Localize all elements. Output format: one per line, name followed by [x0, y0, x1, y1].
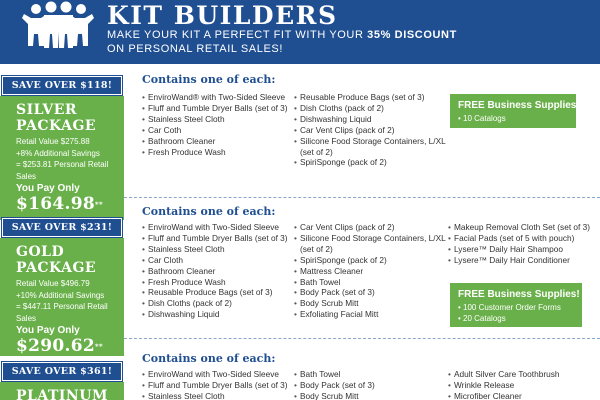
list-item: • Dish Cloths (pack of 2)	[294, 103, 446, 114]
header-subtitle	[107, 28, 587, 56]
list-item: • Car Vent Clips (pack of 2)	[294, 222, 446, 233]
item-list-col1	[142, 369, 294, 400]
bonus-title: FREE Business Supplies!	[458, 100, 580, 111]
list-item: • SpiriSponge (pack of 2)	[294, 157, 446, 168]
subtitle-text: MAKE YOUR KIT A PERFECT FIT WITH YOUR	[107, 29, 368, 41]
item-list-col2	[294, 222, 446, 320]
list-item: • Body Scrub Mitt	[294, 298, 446, 309]
list-item: • Body Pack (set of 3)	[294, 287, 446, 298]
bonus-title: FREE Business Supplies!	[458, 289, 580, 300]
save-badge-silver: SAVE OVER $118!	[2, 76, 122, 95]
list-item: • Mattress Cleaner	[294, 266, 446, 277]
list-item: • Adult Silver Care Toothbrush	[448, 369, 600, 380]
list-item: • Car Coth	[142, 125, 292, 136]
list-item: • Silicone Food Storage Containers, L/XL	[294, 233, 446, 244]
list-item: • EnviroWand with Two-Sided Sleeve	[142, 369, 294, 380]
list-item: • Lysere™ Daily Hair Shampoo	[448, 244, 600, 255]
list-item: • Bath Towel	[294, 369, 446, 380]
bonus-item: • 100 Customer Order Forms	[458, 302, 574, 313]
platinum-package-card	[0, 382, 124, 400]
list-item: • Reusable Produce Bags (set of 3)	[294, 92, 446, 103]
list-item: • Body Scrub Mitt	[294, 391, 446, 400]
list-item: • Stainless Steel Cloth	[142, 114, 292, 125]
list-item: • Fresh Produce Wash	[142, 147, 292, 158]
list-item: • Wrinkle Release	[448, 380, 600, 391]
package-price: $164.98**	[16, 194, 103, 214]
people-group-icon	[22, 0, 94, 52]
list-item: (set of 2)	[300, 243, 333, 254]
section-divider	[124, 338, 600, 339]
section-divider	[124, 197, 600, 198]
you-pay-label: You Pay Only	[16, 325, 80, 336]
package-name: PLATINUM	[16, 388, 108, 400]
list-item: • Fluff and Tumble Dryer Balls (set of 3)	[142, 380, 294, 391]
list-item: • EnviroWand with Two-Sided Sleeve	[142, 222, 294, 233]
package-pricing-details: Retail Value $496.79 +10% Additional Savings = $447.11 Personal Retail Sales	[16, 279, 108, 323]
item-list-col1	[142, 92, 292, 157]
item-list-col2	[294, 369, 446, 400]
list-item: • Facial Pads (set of 5 with pouch)	[448, 233, 600, 244]
free-supplies-badge	[450, 283, 582, 327]
silver-package-card	[0, 96, 124, 220]
gold-contents-section	[124, 205, 600, 335]
list-item: • Makeup Removal Cloth Set (set of 3)	[448, 222, 600, 233]
list-item: • Stainless Steel Cloth	[142, 391, 294, 400]
list-item: • Fluff and Tumble Dryer Balls (set of 3)	[142, 103, 292, 114]
package-price: $290.62**	[16, 336, 103, 356]
contains-heading: Contains one of each:	[142, 205, 276, 218]
list-item: • Fresh Produce Wash	[142, 277, 294, 288]
package-pricing-details: Retail Value $275.88 +8% Additional Savings = $253.81 Personal Retail Sales	[16, 137, 109, 181]
save-badge-platinum: SAVE OVER $361!	[2, 362, 122, 381]
list-item: • Bath Towel	[294, 277, 446, 288]
save-badge-gold: SAVE OVER $231!	[2, 218, 122, 237]
list-item: • Lysere™ Daily Hair Conditioner	[448, 255, 600, 266]
package-name: GOLD PACKAGE	[16, 244, 97, 276]
bonus-item: • 20 Catalogs	[458, 313, 574, 324]
list-item: • SpiriSponge (pack of 2)	[294, 255, 446, 266]
package-column	[0, 64, 124, 400]
list-item: • Body Pack (set of 3)	[294, 380, 446, 391]
gold-package-card	[0, 238, 124, 356]
list-item: • Dishwashing Liquid	[294, 114, 446, 125]
item-list-col1	[142, 222, 294, 320]
package-name: SILVER PACKAGE	[16, 102, 97, 134]
platinum-contents-section	[124, 352, 600, 400]
contains-heading: Contains one of each:	[142, 73, 276, 86]
list-item: • Bathroom Cleaner	[142, 136, 292, 147]
you-pay-label: You Pay Only	[16, 183, 80, 194]
bonus-items	[458, 113, 568, 124]
list-item: • Microfiber Cleaner	[448, 391, 600, 400]
subtitle-text-line2: ON PERSONAL RETAIL SALES!	[107, 43, 283, 55]
list-item: • Car Cloth	[142, 255, 294, 266]
silver-contents-section	[124, 73, 600, 193]
bonus-item: • 10 Catalogs	[458, 113, 568, 124]
discount-highlight: 35% DISCOUNT	[367, 29, 457, 41]
item-list-col3	[448, 369, 600, 400]
list-item: • Reusable Produce Bags (set of 3)	[142, 287, 294, 298]
list-item: • Dish Cloths (pack of 2)	[142, 298, 294, 309]
list-item: • Stainless Steel Cloth	[142, 244, 294, 255]
free-supplies-badge	[450, 94, 580, 128]
list-item: • Car Vent Clips (pack of 2)	[294, 125, 446, 136]
list-item: • Silicone Food Storage Containers, L/XL	[294, 136, 446, 147]
list-item: • Fluff and Tumble Dryer Balls (set of 3)	[142, 233, 294, 244]
item-list-col3	[448, 222, 600, 266]
list-item: • Dishwashing Liquid	[142, 309, 294, 320]
list-item: • EnviroWand® with Two-Sided Sleeve	[142, 92, 292, 103]
list-item: • Exfoliating Facial Mitt	[294, 309, 446, 320]
list-item: (set of 2)	[300, 146, 333, 157]
contains-heading: Contains one of each:	[142, 352, 276, 365]
item-list-col2	[294, 92, 446, 168]
bonus-items	[458, 302, 574, 324]
header-banner	[0, 0, 600, 64]
list-item: • Bathroom Cleaner	[142, 266, 294, 277]
page-title: KIT BUILDERS	[107, 1, 338, 30]
